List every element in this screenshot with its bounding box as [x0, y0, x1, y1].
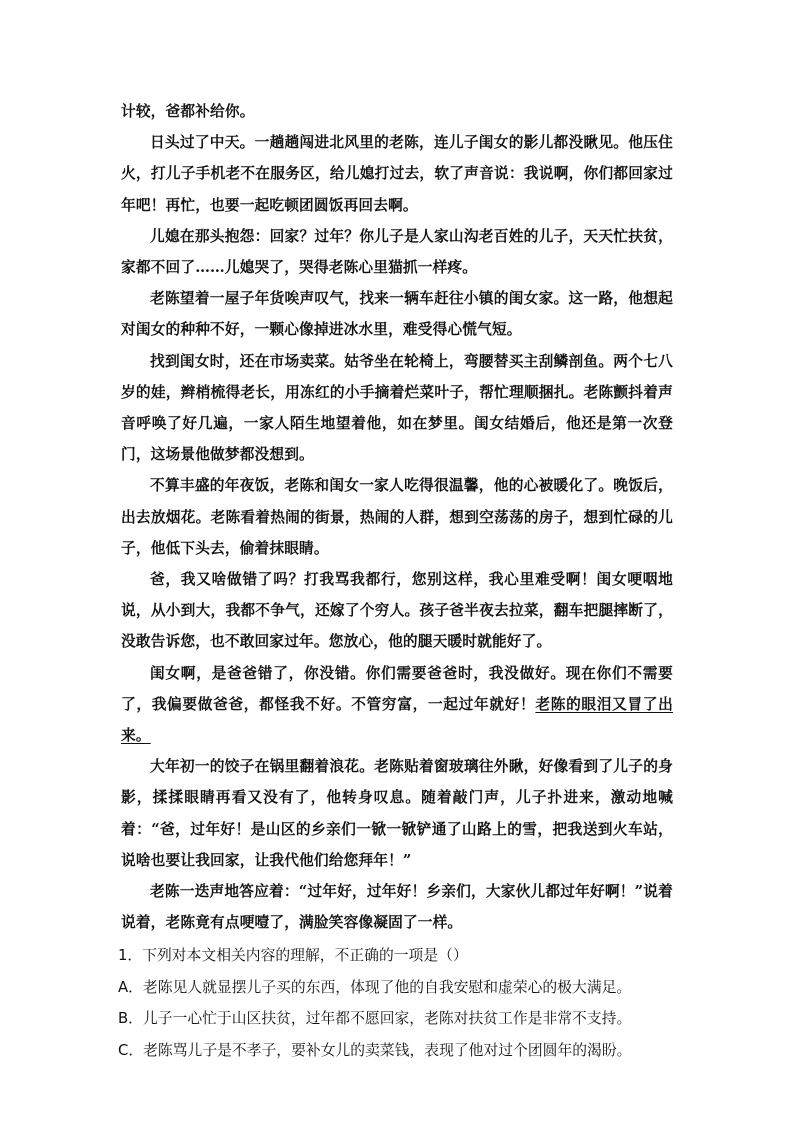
- story-paragraph: 不算丰盛的年夜饭，老陈和闺女一家人吃得很温馨，他的心被暖化了。晚饭后，出去放烟花。老陈看着热闹的街景，热闹的人群，想到空荡荡的房子，想到忙碌的儿子，他低下头去，偷着抹眼睛。: [121, 477, 673, 557]
- story-paragraph: 找到闺女时，还在市场卖菜。姑爷坐在轮椅上，弯腰替买主刮鳞剖鱼。两个七八岁的娃，辫梢梳得老长，用冻红的小手摘着烂菜叶子，帮忙理顺捆扎。老陈颤抖着声音呼唤了好几遍，一家人陌生地望着他，如在梦里。闺女结婚后，他还是第一次登门，这场景他做梦都没想到。: [121, 352, 673, 464]
- story-paragraph: 老陈一迭声地答应着：“过年好，过年好！乡亲们，大家伙儿都过年好啊！”说着说着，老陈竟有点哽噎了，满脸笑容像凝固了一样。: [121, 883, 673, 932]
- story-paragraph: [121, 658, 673, 752]
- question-section: [118, 940, 794, 1066]
- underlined-sentence: 老陈的眼泪又冒了出来。: [121, 695, 673, 745]
- story-paragraph: 日头过了中天。一趟趟闯进北风里的老陈，连儿子闺女的影儿都没瞅见。他压住火，打儿子手机老不在服务区，给儿媳打过去，软了声音说：我说啊，你们都回家过年吧！再忙，也要一起吃顿团圆饭再回去啊。: [121, 134, 673, 214]
- option-c: C．老陈骂儿子是不孝子，要补女儿的卖菜钱，表现了他对过个团圆年的渴盼。: [118, 1041, 632, 1059]
- story-paragraph: 儿媳在那头抱怨：回家？过年？你儿子是人家山沟老百姓的儿子，天天忙扶贫，家都不回了……儿媳哭了，哭得老陈心里猫抓一样疼。: [121, 227, 673, 277]
- story-text: [121, 96, 794, 938]
- option-a: A．老陈见人就显摆儿子买的东西，体现了他的自我安慰和虚荣心的极大满足。: [118, 978, 632, 996]
- story-paragraph: 计较，爸都补给你。: [121, 103, 255, 120]
- question-stem: 1．下列对本文相关内容的理解，不正确的一项是（）: [118, 947, 468, 965]
- story-paragraph: 老陈望着一屋子年货唉声叹气，找来一辆车赶往小镇的闺女家。这一路，他想起对闺女的种种不好，一颗心像掉进冰水里，难受得心慌气短。: [121, 290, 673, 339]
- option-b: B．儿子一心忙于山区扶贫，过年都不愿回家，老陈对扶贫工作是非常不支持。: [118, 1010, 632, 1028]
- story-sentence: 闺女啊，是爸爸错了，你没错。你们需要爸爸时，我没做好。现在你们不需要了，我偏要做爸爸，都怪我不好。不管穷富，一起过年就好！: [121, 664, 673, 713]
- story-paragraph: 爸，我又啥做错了吗？打我骂我都行，您别这样，我心里难受啊！闺女哽咽地说，从小到大，我都不争气，还嫁了个穷人。孩子爸半夜去拉菜，翻车把腿摔断了，没敢告诉您，也不敢回家过年。您放心，他的腿天暖时就能好了。: [121, 571, 673, 651]
- story-paragraph: 大年初一的饺子在锅里翻着浪花。老陈贴着窗玻璃往外瞅，好像看到了儿子的身影，揉揉眼睛再看又没有了，他转身叹息。随着敲门声，儿子扑进来，激动地喊着：“爸，过年好！是山区的乡亲们一锨一锨铲通了山路上的雪，把我送到火车站，说啥也要让我回家，让我代他们给您拜年！”: [121, 758, 673, 869]
